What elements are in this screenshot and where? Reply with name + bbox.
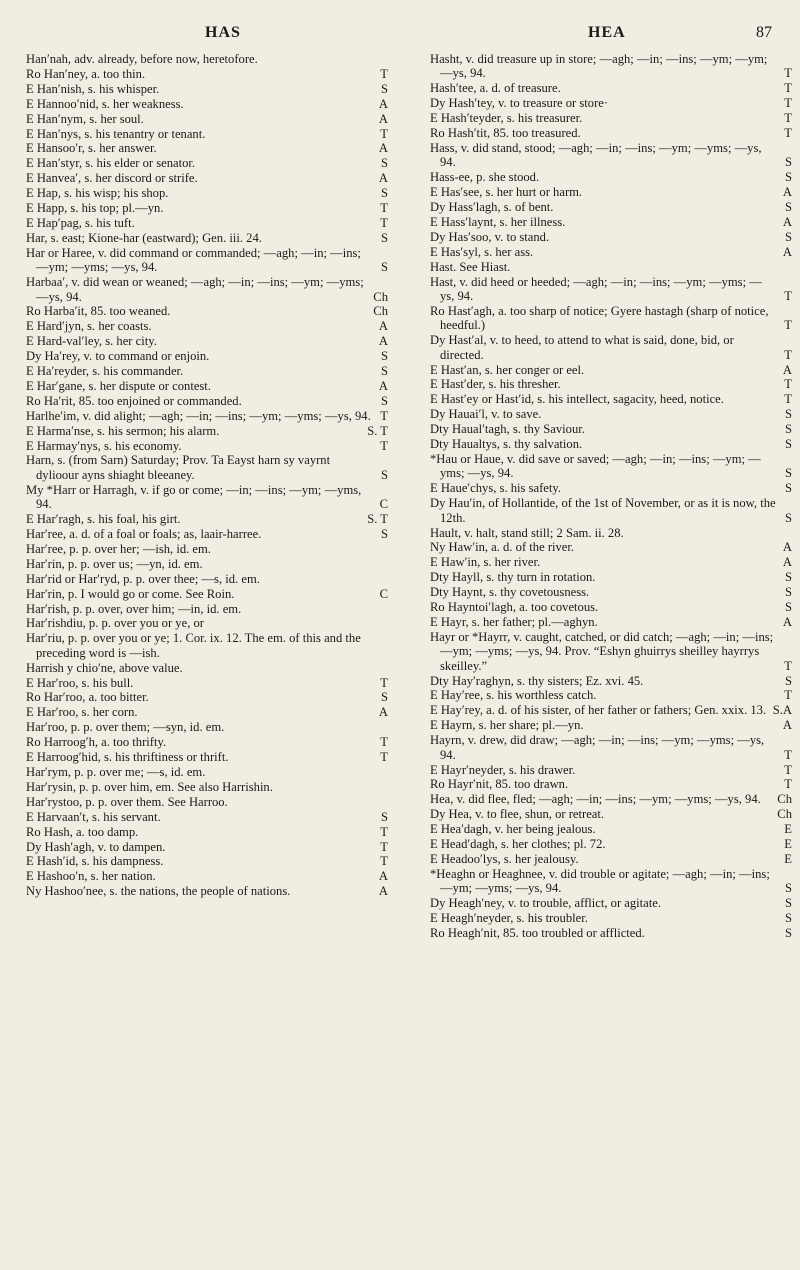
source-tag: T (784, 126, 792, 141)
dictionary-entry (26, 52, 388, 66)
left-column (26, 52, 388, 899)
running-head-left: HAS (205, 24, 241, 41)
dictionary-entry (430, 215, 792, 229)
dictionary-entry (26, 854, 388, 868)
entry-text: Dty Haualtys, s. thy salvation. (430, 437, 583, 452)
dictionary-entry (26, 409, 388, 423)
dictionary-entry (26, 690, 388, 704)
entry-text: E Har′gane, s. her dispute or contest. (26, 378, 211, 393)
dictionary-entry (26, 141, 388, 155)
entry-text: E Hay′rey, a. d. of his sister, of her father or fathers; Gen. xxix. 13. (430, 703, 767, 718)
dictionary-entry (26, 765, 388, 779)
source-tag: T (380, 438, 388, 453)
source-tag: T (380, 824, 388, 839)
source-tag: S (784, 407, 792, 422)
source-tag: T (784, 66, 792, 81)
dictionary-entry (430, 363, 792, 377)
dictionary-entry (26, 246, 388, 275)
entry-text: My *Harr or Harragh, v. if go or come; —in; —ins; —ym; —yms, 94. (26, 482, 362, 512)
source-tag: E (784, 851, 792, 866)
source-tag: S (784, 585, 792, 600)
dictionary-entry (430, 407, 792, 421)
entry-text: Harn, s. (from Sarn) Saturday; Prov. Ta Eayst harn sy vayrnt dylioour ayns shiaght bleeaney. (26, 453, 331, 482)
source-tag: T (380, 854, 388, 869)
entry-text: E Han′nish, s. his whisper. (26, 81, 160, 96)
source-tag: S (380, 230, 388, 245)
entry-text: Har′rin, p. p. over us; —yn, id. em. (26, 556, 203, 571)
entry-text: Hass-ee, p. she stood. (430, 170, 540, 185)
entry-text: Har′rish, p. p. over, over him; —in, id. em. (26, 601, 242, 616)
dictionary-entry (430, 96, 792, 110)
entry-text: E Hast′ey or Hast′id, s. his intellect, sagacity, heed, notice. (430, 392, 724, 407)
source-tag: S (784, 896, 792, 911)
dictionary-entry (430, 245, 792, 259)
entry-text: Har′ree, p. p. over her; —ish, id. em. (26, 541, 211, 556)
source-tag: T (380, 839, 388, 854)
dictionary-entry (26, 394, 388, 408)
source-tag: A (782, 555, 792, 570)
entry-text: E Hayrn, s. her share; pl.—yn. (430, 718, 584, 733)
dictionary-entry (430, 200, 792, 214)
dictionary-entry (26, 602, 388, 616)
dictionary-entry (430, 496, 792, 525)
dictionary-entry (26, 735, 388, 749)
source-tag: S (784, 155, 792, 170)
entry-text: E Hash′id, s. his dampness. (26, 854, 164, 869)
dictionary-entry (26, 82, 388, 96)
source-tag: S (784, 437, 792, 452)
dictionary-entry (430, 630, 792, 673)
entry-text: E Hap′pag, s. his tuft. (26, 215, 135, 230)
dictionary-entry (26, 810, 388, 824)
source-tag: C (379, 497, 388, 512)
entry-text: E Hannoo′nid, s. her weakness. (26, 96, 184, 111)
source-tag: T (380, 215, 388, 230)
source-tag: A (378, 334, 388, 349)
entry-text: Hass, v. did stand, stood; —agh; —in; —ins; —ym; —yms; —ys, 94. (430, 140, 762, 170)
entry-text: E Haw′in, s. her river. (430, 555, 541, 570)
dictionary-entry (430, 111, 792, 125)
dictionary-entry (430, 52, 792, 81)
entry-text: Dy Hauai′l, v. to save. (430, 407, 542, 422)
dictionary-entry (26, 231, 388, 245)
entry-text: Dty Hayll, s. thy turn in rotation. (430, 570, 596, 585)
dictionary-entry (26, 705, 388, 719)
source-tag: T (784, 777, 792, 792)
dictionary-entry (430, 275, 792, 304)
dictionary-entry (26, 439, 388, 453)
entry-text: E Hast′an, s. her conger or eel. (430, 362, 585, 377)
entry-text: E Hast′der, s. his thresher. (430, 377, 561, 392)
entry-text: Dy Hash′agh, v. to dampen. (26, 839, 166, 854)
source-tag: T (784, 762, 792, 777)
entry-text: E Hard-val′ley, s. her city. (26, 334, 157, 349)
dictionary-entry (430, 926, 792, 940)
dictionary-entry (26, 334, 388, 348)
entry-text: E Hansoo′r, s. her answer. (26, 141, 157, 156)
entry-text: Ny Hashoo′nee, s. the nations, the people of nations. (26, 884, 291, 899)
entry-text: Har, s. east; Kione-har (eastward); Gen. iii. 24. (26, 230, 262, 245)
dictionary-entry (430, 333, 792, 362)
source-tag: S (784, 600, 792, 615)
source-tag: A (378, 96, 388, 111)
dictionary-entry (26, 319, 388, 333)
dictionary-entry (26, 527, 388, 541)
dictionary-entry (430, 126, 792, 140)
dictionary-entry (26, 512, 388, 526)
source-tag: T (784, 688, 792, 703)
dictionary-entry (430, 777, 792, 791)
dictionary-entry (430, 763, 792, 777)
entry-text: E Har′roo, s. his bull. (26, 675, 134, 690)
source-tag: S (380, 393, 388, 408)
source-tag: T (784, 81, 792, 96)
source-tag: S (784, 229, 792, 244)
dictionary-entry (430, 718, 792, 732)
dictionary-entry (26, 275, 388, 304)
source-tag: S (784, 170, 792, 185)
entry-text: Hasht, v. did treasure up in store; —agh; —in; —ins; —ym; —ym; —ys, 94. (430, 52, 768, 81)
entry-text: E Hard′jyn, s. her coasts. (26, 319, 152, 334)
dictionary-entry (430, 615, 792, 629)
dictionary-entry (430, 260, 792, 274)
dictionary-entry (430, 688, 792, 702)
source-tag: S (784, 570, 792, 585)
source-tag: S. T (367, 423, 388, 438)
dictionary-entry (430, 570, 792, 584)
source-tag: S.A (772, 703, 792, 718)
source-tag: S (380, 467, 388, 482)
dictionary-entry (26, 97, 388, 111)
entry-text: E Harvaan′t, s. his servant. (26, 809, 161, 824)
source-tag: S. T (367, 512, 388, 527)
dictionary-entry (430, 526, 792, 540)
dictionary-entry (430, 585, 792, 599)
entry-text: Ro Harroog′h, a. too thrifty. (26, 735, 167, 750)
source-tag: S (784, 911, 792, 926)
entry-text: Dty Hay′raghyn, s. thy sisters; Ez. xvi. 45. (430, 673, 644, 688)
source-tag: S (784, 881, 792, 896)
entry-text: E Happ, s. his top; pl.—yn. (26, 201, 164, 216)
entry-text: E Harmay′nys, s. his economy. (26, 438, 182, 453)
source-tag: T (380, 735, 388, 750)
page-number: 87 (756, 24, 772, 41)
dictionary-entry (26, 424, 388, 438)
entry-text: Ro Hayntoi′lagh, a. too covetous. (430, 600, 599, 615)
entry-text: Hayr or *Hayrr, v. caught, catched, or did catch; —agh; —in; —ins; —ym; —yms; —ys, 94. Prov. “Eshyn ghuirrys sheilley hayrrys skeilley.” (430, 629, 774, 673)
entry-text: E Han′styr, s. his elder or senator. (26, 156, 196, 171)
entry-text: E Hea′dagh, v. her being jealous. (430, 822, 596, 837)
running-head-right: HEA (588, 24, 626, 41)
source-tag: A (782, 214, 792, 229)
dictionary-entry (26, 884, 388, 898)
entry-text: Hash′tee, a. d. of treasure. (430, 81, 561, 96)
source-tag: Ch (373, 289, 388, 304)
dictionary-entry (26, 616, 388, 630)
entry-text: E Hay′ree, s. his worthless catch. (430, 688, 597, 703)
dictionary-entry (26, 112, 388, 126)
source-tag: S (784, 466, 792, 481)
source-tag: T (784, 111, 792, 126)
dictionary-entry (430, 437, 792, 451)
dictionary-entry (26, 795, 388, 809)
entry-text: Ro Har′roo, a. too bitter. (26, 690, 149, 705)
entry-text: Dy Heagh′ney, v. to trouble, afflict, or agitate. (430, 896, 661, 911)
dictionary-entry (26, 587, 388, 601)
source-tag: A (782, 244, 792, 259)
source-tag: S (380, 364, 388, 379)
dictionary-entry (26, 661, 388, 675)
entry-text: Ro Hayr′nit, 85. too drawn. (430, 777, 569, 792)
source-tag: T (784, 658, 792, 673)
dictionary-entry (430, 822, 792, 836)
source-tag: S (380, 260, 388, 275)
source-tag: A (378, 319, 388, 334)
entry-text: Harrish y chio′ne, above value. (26, 660, 183, 675)
source-tag: A (378, 141, 388, 156)
dictionary-entry (430, 733, 792, 762)
source-tag: E (784, 822, 792, 837)
entry-text: E Har′roo, s. her corn. (26, 705, 138, 720)
entry-text: E Ha′reyder, s. his commander. (26, 364, 184, 379)
source-tag: A (782, 540, 792, 555)
entry-text: Har′roo, p. p. over them; —syn, id. em. (26, 720, 225, 735)
entry-text: E Harroog′hid, s. his thriftiness or thrift. (26, 750, 229, 765)
dictionary-entry (430, 867, 792, 896)
entry-text: Ro Harba′it, 85. too weaned. (26, 304, 171, 319)
entry-text: E Hash′teyder, s. his treasurer. (430, 111, 583, 126)
source-tag: A (378, 705, 388, 720)
dictionary-entry (26, 364, 388, 378)
source-tag: A (782, 362, 792, 377)
entry-text: Ro Hash, a. too damp. (26, 824, 139, 839)
entry-text: E Har′ragh, s. his foal, his girt. (26, 512, 181, 527)
entry-text: Harlhe′im, v. did alight; —agh; —in; —ins; —ym; —yms; —ys, 94. (26, 408, 371, 423)
entry-text: Har′rid or Har′ryd, p. p. over thee; —s, id. em. (26, 571, 260, 586)
entry-text: E Han′nym, s. her soul. (26, 111, 144, 126)
dictionary-entry (430, 807, 792, 821)
dictionary-entry (430, 792, 792, 806)
dictionary-entry (26, 186, 388, 200)
dictionary-entry (430, 674, 792, 688)
entry-text: Ro Heagh′nit, 85. too troubled or afflicted. (430, 925, 645, 940)
source-tag: A (378, 111, 388, 126)
entry-text: E Hap, s. his wisp; his shop. (26, 186, 169, 201)
source-tag: S (380, 156, 388, 171)
source-tag: T (380, 408, 388, 423)
entry-text: Dy Hass′lagh, s. of bent. (430, 200, 554, 215)
source-tag: A (378, 171, 388, 186)
source-tag: Ch (373, 304, 388, 319)
entry-text: Ro Hash′tit, 85. too treasured. (430, 126, 581, 141)
dictionary-entry (26, 171, 388, 185)
dictionary-entry (26, 216, 388, 230)
entry-text: Ro Han′ney, a. too thin. (26, 66, 146, 81)
entry-text: Dy Ha′rey, v. to command or enjoin. (26, 349, 210, 364)
entry-text: *Heaghn or Heaghnee, v. did trouble or agitate; —agh; —in; —ins; —ym; —yms; —ys, 94. (430, 866, 770, 896)
source-tag: T (784, 318, 792, 333)
dictionary-entry (430, 896, 792, 910)
dictionary-entry (26, 780, 388, 794)
entry-text: Hayrn, v. drew, did draw; —agh; —in; —ins; —ym; —yms; —ys, 94. (430, 733, 765, 762)
dictionary-entry (26, 349, 388, 363)
entry-text: Dy Hash′tey, v. to treasure or store· (430, 96, 609, 111)
entry-text: E Hanvea′, s. her discord or strife. (26, 171, 198, 186)
dictionary-entry (430, 852, 792, 866)
dictionary-entry (26, 156, 388, 170)
source-tag: A (782, 185, 792, 200)
entry-text: *Hau or Haue, v. did save or saved; —agh; —in; —ins; —ym; —yms; —ys, 94. (430, 451, 761, 481)
source-tag: S (380, 527, 388, 541)
dictionary-entry (26, 542, 388, 556)
dictionary-entry (26, 631, 388, 660)
entry-text: Hea, v. did flee, fled; —agh; —in; —ins; —ym; —yms; —ys, 94. (430, 792, 761, 807)
right-column (430, 52, 792, 941)
source-tag: T (784, 392, 792, 407)
dictionary-entry (26, 572, 388, 586)
dictionary-entry (430, 837, 792, 851)
dictionary-entry (26, 201, 388, 215)
dictionary-entry (430, 230, 792, 244)
entry-text: E Head′dagh, s. her clothes; pl. 72. (430, 837, 606, 852)
entry-text: Har or Haree, v. did command or commanded; —agh; —in; —ins; —ym; —yms; —ys, 94. (26, 245, 361, 275)
entry-text: Har′rym, p. p. over me; —s, id. em. (26, 765, 206, 779)
source-tag: T (380, 66, 388, 81)
source-tag: T (784, 289, 792, 303)
source-tag: S (784, 673, 792, 688)
dictionary-entry (26, 557, 388, 571)
source-tag: S (784, 925, 792, 940)
entry-text: Har′rysin, p. p. over him, em. See also Harrishin. (26, 779, 273, 794)
dictionary-entry (26, 720, 388, 734)
source-tag: T (380, 750, 388, 765)
dictionary-entry (430, 422, 792, 436)
entry-text: Har′riu, p. p. over you or ye; 1. Cor. ix. 12. The em. of this and the preceding word is —ish. (26, 631, 361, 660)
dictionary-entry (26, 825, 388, 839)
source-tag: S (784, 422, 792, 437)
dictionary-entry (430, 81, 792, 95)
entry-text: Ro Hast′agh, a. too sharp of notice; Gyere hastagh (sharp of notice, heedful.) (430, 303, 769, 333)
entry-text: E Has′syl, s. her ass. (430, 244, 534, 259)
dictionary-entry (430, 392, 792, 406)
entry-text: Har′rystoo, p. p. over them. See Harroo. (26, 794, 228, 809)
source-tag: A (378, 869, 388, 884)
dictionary-entry (26, 676, 388, 690)
dictionary-entry (430, 911, 792, 925)
entry-text: E Hashoo′n, s. her nation. (26, 869, 156, 884)
entry-text: E Hayr′neyder, s. his drawer. (430, 762, 576, 777)
dictionary-entry (430, 703, 792, 717)
source-tag: S (784, 481, 792, 496)
source-tag: T (784, 347, 792, 362)
dictionary-entry (430, 452, 792, 481)
dictionary-entry (430, 304, 792, 333)
entry-text: Dy Has′soo, v. to stand. (430, 229, 550, 244)
dictionary-entry (430, 185, 792, 199)
dictionary-entry (26, 869, 388, 883)
source-tag: Ch (777, 807, 792, 822)
source-tag: T (380, 675, 388, 690)
source-tag: T (784, 747, 792, 762)
dictionary-entry (26, 453, 388, 482)
source-tag: A (378, 884, 388, 899)
source-tag: S (380, 349, 388, 364)
source-tag: S (784, 510, 792, 525)
entry-text: Hast, v. did heed or heeded; —agh; —in; —ins; —ym; —yms; —ys, 94. (430, 274, 762, 303)
dictionary-entry (430, 170, 792, 184)
source-tag: T (380, 126, 388, 141)
source-tag: S (784, 200, 792, 215)
entry-text: Dty Haual′tagh, s. thy Saviour. (430, 422, 585, 437)
source-tag: T (784, 377, 792, 392)
entry-text: Dy Hast′al, v. to heed, to attend to what is said, done, bid, or directed. (430, 333, 734, 362)
entry-text: E Han′nys, s. his tenantry or tenant. (26, 126, 206, 141)
entry-text: Har′ree, a. d. of a foal or foals; as, laair-harree. (26, 527, 262, 541)
entry-text: Hault, v. halt, stand still; 2 Sam. ii. 28. (430, 525, 624, 540)
source-tag: S (380, 690, 388, 705)
source-tag: C (379, 586, 388, 601)
source-tag: A (378, 378, 388, 393)
dictionary-entry (26, 379, 388, 393)
source-tag: E (784, 837, 792, 852)
dictionary-entry (430, 141, 792, 170)
entry-text: Hast. See Hiast. (430, 259, 511, 274)
dictionary-entry (26, 750, 388, 764)
dictionary-entry (26, 840, 388, 854)
source-tag: Ch (777, 792, 792, 807)
dictionary-entry (430, 540, 792, 554)
entry-text: Harbaa′, v. did wean or weaned; —agh; —in; —ins; —ym; —yms; —ys, 94. (26, 275, 364, 304)
source-tag: S (380, 81, 388, 96)
source-tag: A (782, 614, 792, 629)
entry-text: E Heagh′neyder, s. his troubler. (430, 911, 588, 926)
entry-text: E Has′see, s. her hurt or harm. (430, 185, 583, 200)
entry-text: Dy Hau′in, of Hollantide, of the 1st of November, or as it is now, the 12th. (430, 496, 776, 525)
entry-text: Dty Haynt, s. thy covetousness. (430, 585, 590, 600)
dictionary-entry (430, 481, 792, 495)
dictionary-entry (430, 555, 792, 569)
entry-text: E Hayr, s. her father; pl.—aghyn. (430, 614, 598, 629)
entry-text: E Headoo′lys, s. her jealousy. (430, 851, 579, 866)
entry-text: Har′rin, p. I would go or come. See Roin. (26, 586, 235, 601)
source-tag: S (380, 809, 388, 824)
entry-text: E Hass′laynt, s. her illness. (430, 214, 566, 229)
dictionary-entry (430, 377, 792, 391)
entry-text: E Harma′nse, s. his sermon; his alarm. (26, 423, 220, 438)
dictionary-entry (26, 127, 388, 141)
entry-text: E Haue′chys, s. his safety. (430, 481, 561, 496)
entry-text: Ro Ha′rit, 85. too enjoined or commanded. (26, 393, 242, 408)
entry-text: Dy Hea, v. to flee, shun, or retreat. (430, 807, 605, 822)
source-tag: T (784, 96, 792, 111)
dictionary-entry (26, 67, 388, 81)
source-tag: S (380, 186, 388, 201)
dictionary-entry (26, 483, 388, 512)
entry-text: Ny Haw′in, a. d. of the river. (430, 540, 575, 555)
entry-text: Har′rishdiu, p. p. over you or ye, or (26, 616, 204, 631)
source-tag: T (380, 201, 388, 216)
source-tag: A (782, 718, 792, 733)
dictionary-entry (26, 304, 388, 318)
entry-text: Han′nah, adv. already, before now, heretofore. (26, 52, 258, 66)
dictionary-entry (430, 600, 792, 614)
